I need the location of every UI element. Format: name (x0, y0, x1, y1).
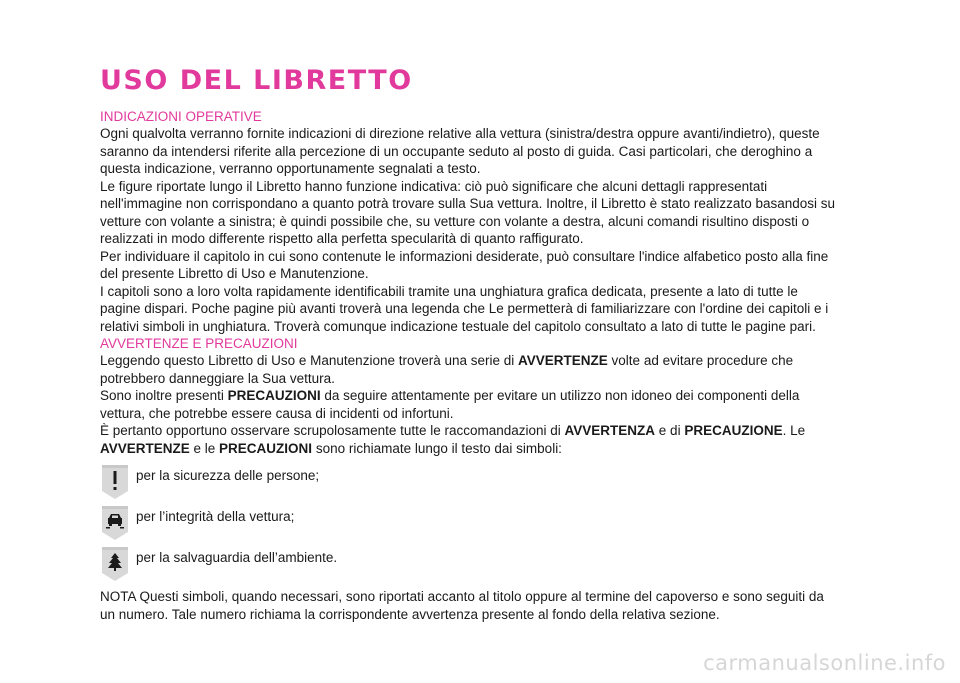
paragraph-index: Per individuare il capitolo in cui sono contenute le informazioni desiderate, può consultare l'indice alfabetico posto alla fine del presente Libretto di Uso e Manutenzione. (100, 248, 829, 281)
exclamation-warning-icon (100, 463, 130, 501)
symbol-label-safety: per la sicurezza delle persone; (136, 468, 320, 483)
symbol-label-vehicle: per l’integrità della vettura; (136, 509, 295, 524)
vehicle-warning-icon (100, 504, 130, 542)
symbol-label-environment: per la salvaguardia dell’ambiente. (136, 550, 338, 565)
section-heading-warnings: AVVERTENZE E PRECAUZIONI (100, 336, 298, 351)
paragraph-warnings: Leggendo questo Libretto di Uso e Manutenzione troverà una serie di AVVERTENZE volte ad evitare procedure che potrebbero danneggiare la Sua vettura. (100, 353, 794, 386)
paragraph-precautions: Sono inoltre presenti PRECAUZIONI da seguire attentamente per evitare un utilizzo non idoneo dei componenti della vettura, che potrebbe essere causa di incidenti od infortuni. (100, 388, 800, 421)
section-heading-operative: INDICAZIONI OPERATIVE (100, 109, 262, 124)
environment-warning-icon (100, 545, 130, 583)
watermark-text: carmanualsonline.info (703, 651, 946, 675)
paragraph-chapters: I capitoli sono a loro volta rapidamente identificabili tramite una unghiatura grafica dedicata, presente a lato di tutte le pagine dispari. Poche pagine più avanti troverà una legenda che Le permetterà di familiarizzare con l'ordine dei capitoli e i relativi simboli in unghiatura. Troverà comunque indicazione testuale del capitolo consultato a lato di tutte le pagine pari. (100, 283, 829, 334)
note-paragraph: NOTA Questi simboli, quando necessari, sono riportati accanto al titolo oppure al termine del capoverso e sono seguiti da un numero. Tale numero richiama la corrispondente avvertenza presente al fondo della relativa sezione. (100, 589, 824, 622)
paragraph-figures: Le figure riportate lungo il Libretto hanno funzione indicativa: ciò può significare che alcuni dettagli rappresentati nell'immagine non corrispondano a quanto potrà trovare sulla Sua vettura. Inoltre, il Libretto è stato realizzato basandosi su vetture con volante a sinistra; è quindi possibile che, su vetture con volante a destra, alcuni comandi risultino disposti o realizzati in modo differente rispetto alla perfetta specularità di quanto raffigurato. (100, 178, 836, 246)
page-title: USO DEL LIBRETTO (100, 65, 413, 96)
symbol-row-environment (100, 543, 840, 584)
symbol-row-safety (100, 461, 840, 502)
paragraph-recommendations: È pertanto opportuno osservare scrupolosamente tutte le raccomandazioni di AVVERTENZA e di PRECAUZIONE. Le AVVERTENZE e le PRECAUZIONI sono richiamate lungo il testo dai simboli: (100, 423, 806, 456)
symbol-row-vehicle (100, 502, 840, 543)
manual-page (100, 64, 840, 623)
paragraph-directions: Ogni qualvolta verranno fornite indicazioni di direzione relative alla vettura (sinistra/destra oppure avanti/indietro), queste saranno da intendersi riferite alla percezione di un occupante seduto al posto di guida. Casi particolari, che deroghino a questa indicazione, verranno opportunamente segnalati a testo. (100, 126, 820, 176)
